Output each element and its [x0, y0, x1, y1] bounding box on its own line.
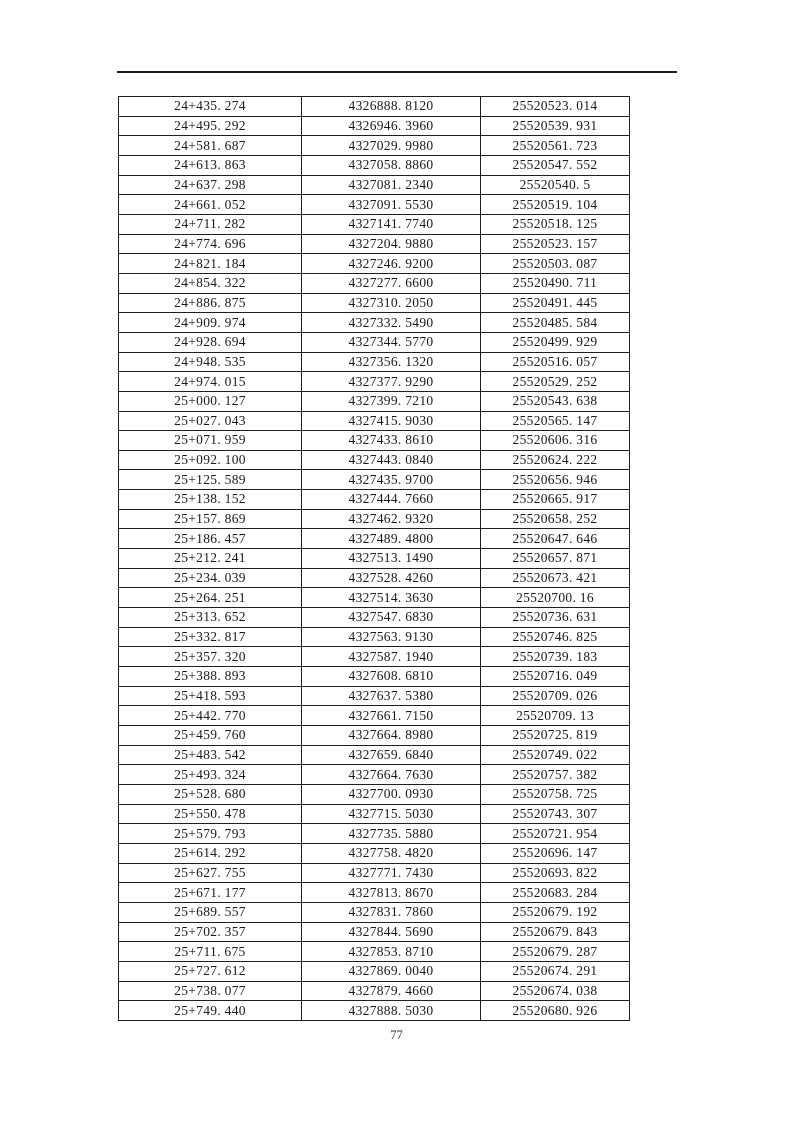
table-row [119, 313, 630, 333]
table-row [119, 942, 630, 962]
y-coordinate-cell: 25520519. 104 [481, 195, 630, 215]
x-coordinate-cell: 4327563. 9130 [302, 627, 481, 647]
station-cell: 25+071. 959 [119, 431, 302, 451]
station-cell: 24+948. 535 [119, 352, 302, 372]
table-row [119, 667, 630, 687]
y-coordinate-cell: 25520490. 711 [481, 273, 630, 293]
station-cell: 25+727. 612 [119, 961, 302, 981]
station-cell: 25+702. 357 [119, 922, 302, 942]
x-coordinate-cell: 4327356. 1320 [302, 352, 481, 372]
y-coordinate-cell: 25520561. 723 [481, 136, 630, 156]
table-row [119, 293, 630, 313]
y-coordinate-cell: 25520539. 931 [481, 116, 630, 136]
x-coordinate-cell: 4326946. 3960 [302, 116, 481, 136]
station-cell: 25+711. 675 [119, 942, 302, 962]
y-coordinate-cell: 25520543. 638 [481, 391, 630, 411]
table-row [119, 765, 630, 785]
table-row [119, 745, 630, 765]
table-row [119, 372, 630, 392]
station-cell: 25+614. 292 [119, 843, 302, 863]
x-coordinate-cell: 4327664. 7630 [302, 765, 481, 785]
coordinate-table [118, 96, 630, 1021]
station-cell: 25+493. 324 [119, 765, 302, 785]
y-coordinate-cell: 25520518. 125 [481, 214, 630, 234]
page-number: 77 [390, 1028, 403, 1042]
x-coordinate-cell: 4327444. 7660 [302, 490, 481, 510]
table-row [119, 175, 630, 195]
y-coordinate-cell: 25520647. 646 [481, 529, 630, 549]
x-coordinate-cell: 4327246. 9200 [302, 254, 481, 274]
y-coordinate-cell: 25520547. 552 [481, 155, 630, 175]
y-coordinate-cell: 25520679. 287 [481, 942, 630, 962]
station-cell: 25+483. 542 [119, 745, 302, 765]
y-coordinate-cell: 25520540. 5 [481, 175, 630, 195]
y-coordinate-cell: 25520679. 192 [481, 902, 630, 922]
station-cell: 25+528. 680 [119, 784, 302, 804]
y-coordinate-cell: 25520674. 038 [481, 981, 630, 1001]
table-row [119, 155, 630, 175]
station-cell: 24+774. 696 [119, 234, 302, 254]
y-coordinate-cell: 25520743. 307 [481, 804, 630, 824]
station-cell: 25+092. 100 [119, 450, 302, 470]
coordinate-table-body [119, 97, 630, 1021]
x-coordinate-cell: 4327277. 6600 [302, 273, 481, 293]
table-row [119, 804, 630, 824]
y-coordinate-cell: 25520757. 382 [481, 765, 630, 785]
station-cell: 25+749. 440 [119, 1001, 302, 1021]
x-coordinate-cell: 4327344. 5770 [302, 332, 481, 352]
station-cell: 25+689. 557 [119, 902, 302, 922]
table-row [119, 568, 630, 588]
table-row [119, 863, 630, 883]
station-cell: 25+157. 869 [119, 509, 302, 529]
station-cell: 25+234. 039 [119, 568, 302, 588]
y-coordinate-cell: 25520693. 822 [481, 863, 630, 883]
station-cell: 24+928. 694 [119, 332, 302, 352]
x-coordinate-cell: 4327844. 5690 [302, 922, 481, 942]
y-coordinate-cell: 25520503. 087 [481, 254, 630, 274]
x-coordinate-cell: 4327443. 0840 [302, 450, 481, 470]
table-row [119, 490, 630, 510]
table-row [119, 686, 630, 706]
station-cell: 25+000. 127 [119, 391, 302, 411]
y-coordinate-cell: 25520758. 725 [481, 784, 630, 804]
y-coordinate-cell: 25520529. 252 [481, 372, 630, 392]
x-coordinate-cell: 4326888. 8120 [302, 97, 481, 117]
station-cell: 25+459. 760 [119, 726, 302, 746]
table-row [119, 981, 630, 1001]
table-row [119, 784, 630, 804]
station-cell: 25+442. 770 [119, 706, 302, 726]
y-coordinate-cell: 25520485. 584 [481, 313, 630, 333]
x-coordinate-cell: 4327528. 4260 [302, 568, 481, 588]
table-row [119, 391, 630, 411]
x-coordinate-cell: 4327141. 7740 [302, 214, 481, 234]
table-row [119, 883, 630, 903]
x-coordinate-cell: 4327547. 6830 [302, 608, 481, 628]
x-coordinate-cell: 4327433. 8610 [302, 431, 481, 451]
y-coordinate-cell: 25520725. 819 [481, 726, 630, 746]
x-coordinate-cell: 4327204. 9880 [302, 234, 481, 254]
table-row [119, 843, 630, 863]
y-coordinate-cell: 25520709. 026 [481, 686, 630, 706]
x-coordinate-cell: 4327462. 9320 [302, 509, 481, 529]
y-coordinate-cell: 25520700. 16 [481, 588, 630, 608]
x-coordinate-cell: 4327637. 5380 [302, 686, 481, 706]
table-row [119, 922, 630, 942]
x-coordinate-cell: 4327489. 4800 [302, 529, 481, 549]
y-coordinate-cell: 25520679. 843 [481, 922, 630, 942]
table-row [119, 97, 630, 117]
y-coordinate-cell: 25520749. 022 [481, 745, 630, 765]
station-cell: 25+125. 589 [119, 470, 302, 490]
x-coordinate-cell: 4327332. 5490 [302, 313, 481, 333]
x-coordinate-cell: 4327735. 5880 [302, 824, 481, 844]
y-coordinate-cell: 25520673. 421 [481, 568, 630, 588]
station-cell: 24+821. 184 [119, 254, 302, 274]
x-coordinate-cell: 4327514. 3630 [302, 588, 481, 608]
x-coordinate-cell: 4327664. 8980 [302, 726, 481, 746]
table-row [119, 273, 630, 293]
station-cell: 25+550. 478 [119, 804, 302, 824]
station-cell: 24+495. 292 [119, 116, 302, 136]
table-row [119, 431, 630, 451]
x-coordinate-cell: 4327758. 4820 [302, 843, 481, 863]
station-cell: 25+212. 241 [119, 549, 302, 569]
station-cell: 24+886. 875 [119, 293, 302, 313]
y-coordinate-cell: 25520665. 917 [481, 490, 630, 510]
y-coordinate-cell: 25520523. 014 [481, 97, 630, 117]
station-cell: 25+388. 893 [119, 667, 302, 687]
header-rule [117, 71, 677, 73]
table-row [119, 961, 630, 981]
table-row [119, 352, 630, 372]
x-coordinate-cell: 4327661. 7150 [302, 706, 481, 726]
x-coordinate-cell: 4327513. 1490 [302, 549, 481, 569]
station-cell: 25+027. 043 [119, 411, 302, 431]
y-coordinate-cell: 25520680. 926 [481, 1001, 630, 1021]
table-row [119, 588, 630, 608]
y-coordinate-cell: 25520624. 222 [481, 450, 630, 470]
y-coordinate-cell: 25520736. 631 [481, 608, 630, 628]
station-cell: 25+579. 793 [119, 824, 302, 844]
station-cell: 24+854. 322 [119, 273, 302, 293]
table-row [119, 411, 630, 431]
x-coordinate-cell: 4327058. 8860 [302, 155, 481, 175]
x-coordinate-cell: 4327310. 2050 [302, 293, 481, 313]
table-row [119, 195, 630, 215]
station-cell: 25+264. 251 [119, 588, 302, 608]
x-coordinate-cell: 4327879. 4660 [302, 981, 481, 1001]
table-row [119, 136, 630, 156]
table-row [119, 254, 630, 274]
x-coordinate-cell: 4327869. 0040 [302, 961, 481, 981]
station-cell: 24+909. 974 [119, 313, 302, 333]
y-coordinate-cell: 25520491. 445 [481, 293, 630, 313]
y-coordinate-cell: 25520746. 825 [481, 627, 630, 647]
y-coordinate-cell: 25520716. 049 [481, 667, 630, 687]
x-coordinate-cell: 4327888. 5030 [302, 1001, 481, 1021]
station-cell: 25+671. 177 [119, 883, 302, 903]
table-row [119, 234, 630, 254]
x-coordinate-cell: 4327831. 7860 [302, 902, 481, 922]
table-row [119, 549, 630, 569]
table-row [119, 647, 630, 667]
x-coordinate-cell: 4327029. 9980 [302, 136, 481, 156]
station-cell: 25+186. 457 [119, 529, 302, 549]
table-row [119, 116, 630, 136]
table-row [119, 824, 630, 844]
station-cell: 24+581. 687 [119, 136, 302, 156]
table-row [119, 726, 630, 746]
y-coordinate-cell: 25520523. 157 [481, 234, 630, 254]
table-row [119, 1001, 630, 1021]
y-coordinate-cell: 25520656. 946 [481, 470, 630, 490]
y-coordinate-cell: 25520658. 252 [481, 509, 630, 529]
table-row [119, 509, 630, 529]
station-cell: 25+332. 817 [119, 627, 302, 647]
y-coordinate-cell: 25520499. 929 [481, 332, 630, 352]
table-row [119, 902, 630, 922]
station-cell: 24+435. 274 [119, 97, 302, 117]
station-cell: 24+637. 298 [119, 175, 302, 195]
station-cell: 24+711. 282 [119, 214, 302, 234]
station-cell: 25+313. 652 [119, 608, 302, 628]
y-coordinate-cell: 25520739. 183 [481, 647, 630, 667]
x-coordinate-cell: 4327608. 6810 [302, 667, 481, 687]
x-coordinate-cell: 4327091. 5530 [302, 195, 481, 215]
y-coordinate-cell: 25520606. 316 [481, 431, 630, 451]
y-coordinate-cell: 25520674. 291 [481, 961, 630, 981]
x-coordinate-cell: 4327715. 5030 [302, 804, 481, 824]
table-row [119, 706, 630, 726]
table-row [119, 627, 630, 647]
y-coordinate-cell: 25520696. 147 [481, 843, 630, 863]
table-row [119, 608, 630, 628]
table-row [119, 332, 630, 352]
x-coordinate-cell: 4327399. 7210 [302, 391, 481, 411]
station-cell: 25+627. 755 [119, 863, 302, 883]
x-coordinate-cell: 4327415. 9030 [302, 411, 481, 431]
x-coordinate-cell: 4327587. 1940 [302, 647, 481, 667]
station-cell: 25+418. 593 [119, 686, 302, 706]
station-cell: 25+357. 320 [119, 647, 302, 667]
y-coordinate-cell: 25520565. 147 [481, 411, 630, 431]
station-cell: 25+738. 077 [119, 981, 302, 1001]
table-row [119, 450, 630, 470]
x-coordinate-cell: 4327771. 7430 [302, 863, 481, 883]
x-coordinate-cell: 4327700. 0930 [302, 784, 481, 804]
y-coordinate-cell: 25520721. 954 [481, 824, 630, 844]
table-row [119, 214, 630, 234]
station-cell: 24+661. 052 [119, 195, 302, 215]
station-cell: 25+138. 152 [119, 490, 302, 510]
y-coordinate-cell: 25520516. 057 [481, 352, 630, 372]
x-coordinate-cell: 4327659. 6840 [302, 745, 481, 765]
station-cell: 24+974. 015 [119, 372, 302, 392]
station-cell: 24+613. 863 [119, 155, 302, 175]
table-row [119, 529, 630, 549]
y-coordinate-cell: 25520657. 871 [481, 549, 630, 569]
x-coordinate-cell: 4327813. 8670 [302, 883, 481, 903]
x-coordinate-cell: 4327377. 9290 [302, 372, 481, 392]
x-coordinate-cell: 4327853. 8710 [302, 942, 481, 962]
y-coordinate-cell: 25520683. 284 [481, 883, 630, 903]
x-coordinate-cell: 4327435. 9700 [302, 470, 481, 490]
y-coordinate-cell: 25520709. 13 [481, 706, 630, 726]
table-row [119, 470, 630, 490]
x-coordinate-cell: 4327081. 2340 [302, 175, 481, 195]
